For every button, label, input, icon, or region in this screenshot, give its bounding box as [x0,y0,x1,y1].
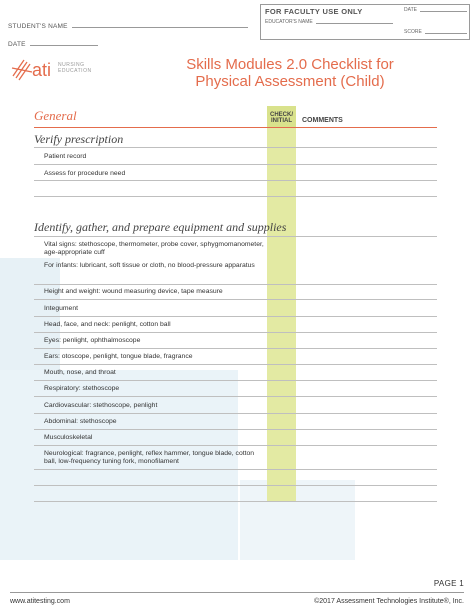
group-heading: Identify, gather, and prepare equipment and supplies [34,220,287,234]
faculty-use-box [260,4,470,40]
title-line2: Physical Assessment (Child) [195,73,385,90]
list-item: Respiratory: stethoscope [44,385,120,392]
list-item: Cardiovascular: stethoscope, penlight [44,402,158,409]
logo-sub-line2: EDUCATION [58,68,92,74]
row-divider [34,284,437,285]
list-item: Vital signs: stethoscope, thermometer, probe cover, sphygmomanometer, age-appropriate cuff [44,241,264,257]
row-divider [34,413,437,414]
row-divider [34,501,437,502]
list-item: Neurological: fragrance, penlight, reflex hammer, tongue blade, cotton ball, low-frequency tuning fork, monofilament [44,450,255,466]
list-item: Musculoskeletal [44,434,93,441]
background-panel [240,480,355,560]
score-line[interactable] [425,33,467,34]
check-initial-column[interactable] [267,106,296,502]
group-heading: Verify prescription [34,132,124,146]
copyright-text: ©2017 Assessment Technologies Institute®, Inc. [314,598,464,605]
row-divider [34,348,437,349]
row-divider [34,469,437,470]
row-divider [34,396,437,397]
list-item: Height and weight: wound measuring device, tape measure [44,288,223,295]
section-heading: General [34,108,77,123]
logo-subtitle [58,62,92,74]
list-item: Head, face, and neck: penlight, cotton ball [44,321,171,328]
list-item: Eyes: penlight, ophthalmoscope [44,337,141,344]
date-field[interactable] [8,32,248,48]
row-divider [34,380,437,381]
row-divider [34,485,437,486]
student-name-field[interactable] [8,14,248,30]
score-label: SCORE [404,29,422,35]
row-divider [34,236,437,237]
student-info [8,14,248,50]
row-divider [34,445,437,446]
educators-name-label: EDUCATOR'S NAME [265,19,313,25]
logo-wordmark: ati [32,60,52,80]
student-name-line[interactable] [72,27,248,28]
row-divider [34,147,437,148]
faculty-date-field[interactable] [404,7,467,13]
row-divider [34,164,437,165]
website-link[interactable]: www.atitesting.com [10,598,70,605]
list-item: For infants: lubricant, soft tissue or cloth, no blood-pressure apparatus [44,262,255,269]
faculty-date-line[interactable] [420,11,467,12]
document-title [120,56,460,90]
row-divider [34,429,437,430]
section-divider [34,127,437,128]
footer-divider [10,592,464,593]
row-divider [34,180,437,181]
faculty-date-label: DATE [404,7,417,13]
list-item: Mouth, nose, and throat [44,369,116,376]
title-line1: Skills Modules 2.0 Checklist for [186,56,394,73]
educators-name-field[interactable] [265,19,393,25]
ati-logo [10,54,90,82]
student-name-label: STUDENT'S NAME [8,23,68,30]
check-head-line2: INITIAL [271,118,292,124]
score-field[interactable] [404,29,467,35]
date-label: DATE [8,41,26,48]
comments-header: COMMENTS [302,117,343,124]
list-item: Patient record [44,153,87,160]
list-item: Abdominal: stethoscope [44,418,117,425]
row-divider [34,364,437,365]
logo-sub-line1: NURSING [58,62,85,68]
row-divider [34,316,437,317]
faculty-title: FOR FACULTY USE ONLY [265,7,363,16]
row-divider [34,332,437,333]
row-divider [34,299,437,300]
page-number: PAGE 1 [433,579,464,588]
educators-name-line[interactable] [316,23,393,24]
check-initial-header [267,112,296,124]
list-item: Assess for procedure need [44,170,126,177]
list-item: Integument [44,305,79,312]
list-item: Ears: otoscope, penlight, tongue blade, fragrance [44,353,193,360]
row-divider [34,196,437,197]
check-head-line1: CHECK/ [269,112,293,118]
date-line[interactable] [30,45,98,46]
